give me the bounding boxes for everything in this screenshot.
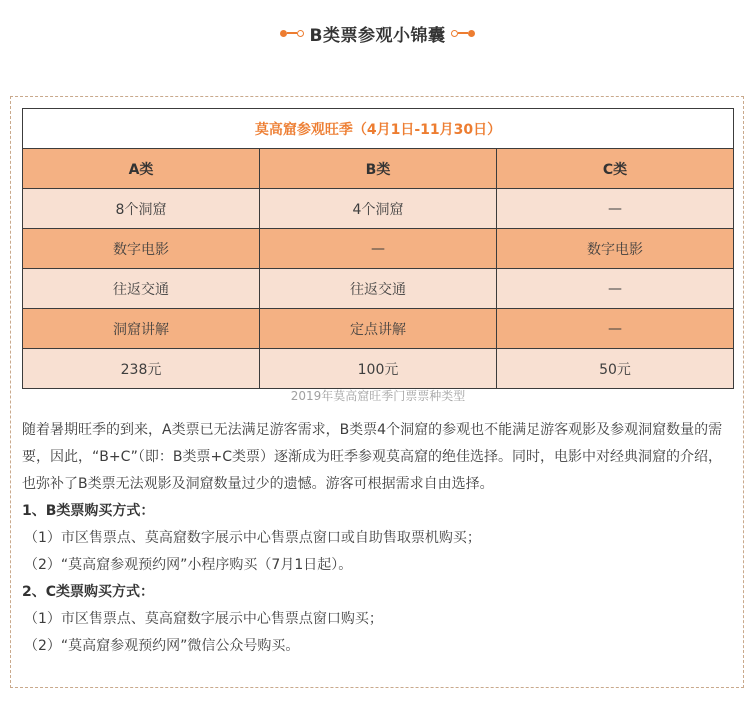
ticket-type-table (22, 108, 734, 389)
table-row (23, 189, 734, 229)
ring-icon (451, 30, 458, 37)
section-title-row (0, 18, 755, 48)
table-row (23, 269, 734, 309)
article-body (22, 417, 734, 660)
table-row (23, 229, 734, 269)
dot-icon (280, 30, 287, 37)
line-icon (287, 32, 297, 34)
table-cell: — (497, 269, 734, 309)
list-item: （2）“莫高窟参观预约网”小程序购买（7月1日起）。 (24, 557, 353, 573)
table-note: 2019年莫高窟旺季门票票种类型 (290, 389, 466, 403)
column-header: A类 (23, 149, 260, 189)
table-row (23, 309, 734, 349)
list-item: （2）“莫高窟参观预约网”微信公众号购买。 (24, 638, 300, 654)
table-caption-row (23, 109, 734, 149)
table-cell: 数字电影 (23, 229, 260, 269)
price-cell: 238元 (23, 349, 260, 389)
price-cell: 50元 (497, 349, 734, 389)
column-header: B类 (260, 149, 497, 189)
table-cell: — (497, 189, 734, 229)
table-row-price (23, 349, 734, 389)
line-icon (458, 32, 468, 34)
table-cell: 往返交通 (260, 269, 497, 309)
ring-icon (297, 30, 304, 37)
table-cell: 数字电影 (497, 229, 734, 269)
content-box (10, 96, 744, 688)
table-cell: 往返交通 (23, 269, 260, 309)
table-cell: 定点讲解 (260, 309, 497, 349)
table-header-row (23, 149, 734, 189)
list-item: （1）市区售票点、莫高窟数字展示中心售票点窗口购买； (24, 611, 383, 627)
price-cell: 100元 (260, 349, 497, 389)
title-decoration-right (451, 30, 475, 37)
column-header: C类 (497, 149, 734, 189)
table-cell: — (497, 309, 734, 349)
table-cell: 洞窟讲解 (23, 309, 260, 349)
section-heading: 2、C类票购买方式： (22, 584, 155, 600)
section-heading: 1、B类票购买方式： (22, 503, 155, 519)
section-title: B类票参观小锦囊 (309, 25, 446, 46)
intro-paragraph: 随着暑期旺季的到来，A类票已无法满足游客需求，B类票4个洞窟的参观也不能满足游客观影及参观洞窟数量的需要，因此，“B+C”（即：B类票+C类票）逐渐成为旺季参观莫高窟的绝佳选择。同时，电影中对经典洞窟的介绍，也弥补了B类票无法观影及洞窟数量过少的遗憾。游客可根据需求自由选择。 (22, 422, 723, 492)
table-cell: 8个洞窟 (23, 189, 260, 229)
title-decoration-left (280, 30, 304, 37)
table-cell: 4个洞窟 (260, 189, 497, 229)
table-cell: — (260, 229, 497, 269)
table-caption: 莫高窟参观旺季（4月1日-11月30日） (23, 109, 734, 149)
list-item: （1）市区售票点、莫高窟数字展示中心售票点窗口或自助售取票机购买； (24, 530, 481, 546)
dot-icon (468, 30, 475, 37)
